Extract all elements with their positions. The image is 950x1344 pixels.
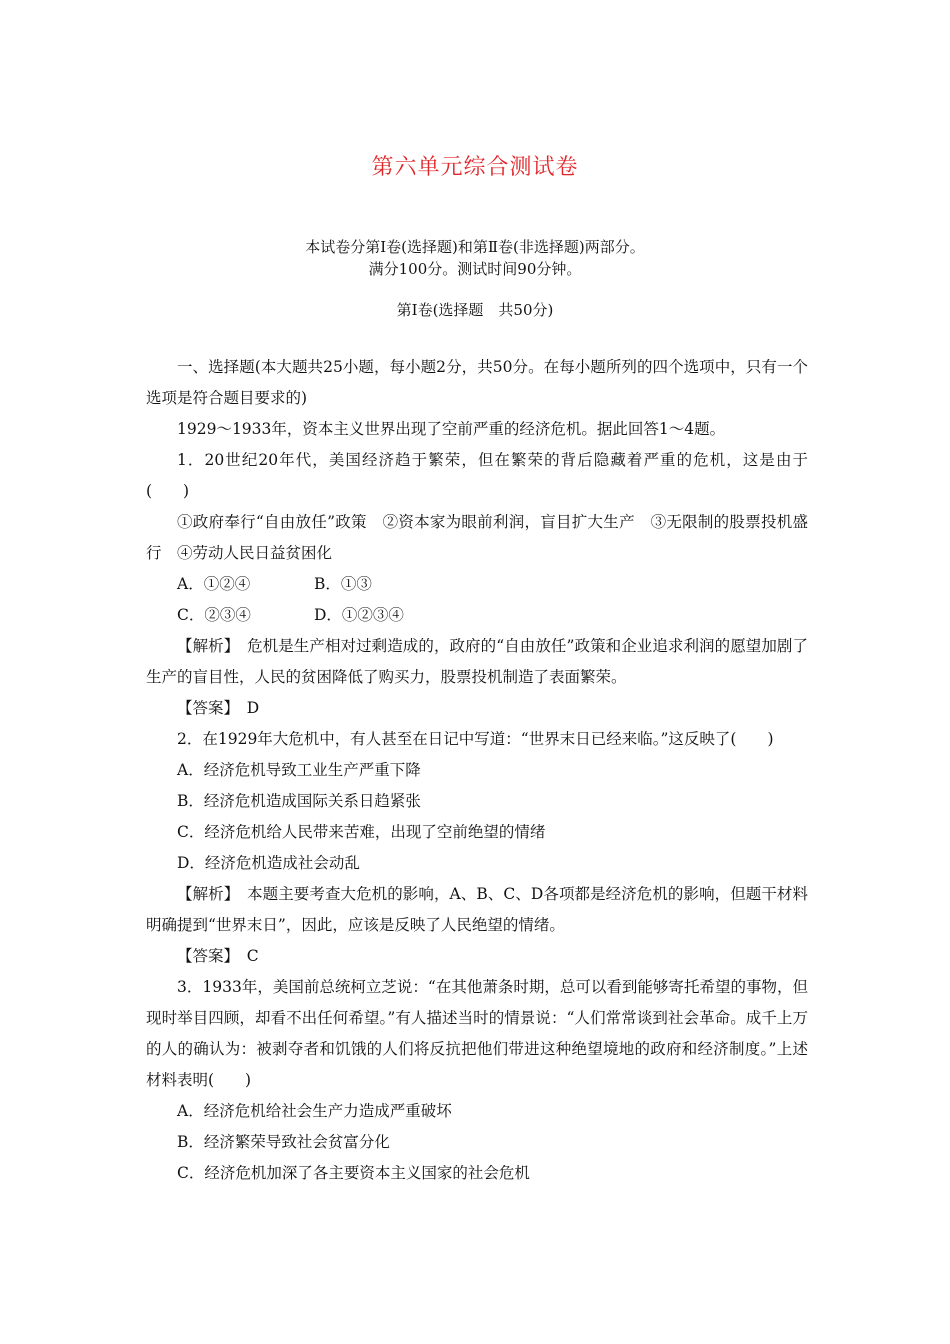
- q1-items: ①政府奉行“自由放任”政策 ②资本家为眼前利润，盲目扩大生产 ③无限制的股票投机盛行 ④劳动人民日益贫困化: [146, 513, 808, 562]
- intro-line-2: 满分100分。测试时间90分钟。: [368, 260, 582, 278]
- q2-option-d: D．经济危机造成社会动乱: [177, 854, 360, 872]
- q1-stem: 1．20世纪20年代，美国经济趋于繁荣，但在繁荣的背后隐藏着严重的危机，这是由于( ): [146, 451, 808, 500]
- q2-stem: 2．在1929年大危机中，有人甚至在日记中写道：“世界末日已经来临。”这反映了( ): [177, 730, 774, 748]
- q1-answer-label: 【答案】: [177, 699, 232, 717]
- question-context: 1929～1933年，资本主义世界出现了空前严重的经济危机。据此回答1～4题。: [177, 420, 726, 438]
- q1-analysis: [146, 631, 808, 693]
- q3-option-b: B．经济繁荣导致社会贫富分化: [177, 1133, 390, 1151]
- section-heading: 第Ⅰ卷(选择题 共50分): [396, 301, 554, 319]
- q1-option-d: D．①②③④: [314, 606, 404, 624]
- q2-option-c: C．经济危机给人民带来苦难，出现了空前绝望的情绪: [177, 823, 546, 841]
- q3-option-c: C．经济危机加深了各主要资本主义国家的社会危机: [177, 1164, 530, 1182]
- q1-answer: [146, 693, 808, 724]
- intro-line-1: 本试卷分第Ⅰ卷(选择题)和第Ⅱ卷(非选择题)两部分。: [305, 238, 645, 256]
- q1-answer-value: D: [231, 699, 260, 717]
- q2-answer-label: 【答案】: [177, 947, 232, 965]
- q2-answer-value: C: [231, 947, 259, 965]
- q1-option-a: A．①②④: [177, 575, 251, 593]
- questions-body: [146, 352, 808, 1189]
- exam-intro: [0, 236, 950, 280]
- q1-option-b: B．①③: [314, 575, 372, 593]
- q2-option-b: B．经济危机造成国际关系日趋紧张: [177, 792, 421, 810]
- part-instruction: 一、选择题(本大题共25小题，每小题2分，共50分。在每小题所列的四个选项中，只有一个选项是符合题目要求的): [146, 358, 808, 407]
- q1-analysis-label: 【解析】: [177, 637, 232, 655]
- q3-stem: 3．1933年，美国前总统柯立芝说：“在其他萧条时期，总可以看到能够寄托希望的事物，但现时举目四顾，却看不出任何希望。”有人描述当时的情景说：“人们常常谈到社会革命。成千上万的人的确认为：被剥夺者和饥饿的人们将反抗把他们带进这种绝望境地的政府和经济制度。”上述材料表明( ): [146, 978, 808, 1089]
- q2-analysis-label: 【解析】: [177, 885, 232, 903]
- q2-analysis: [146, 879, 808, 941]
- q2-option-a: A．经济危机导致工业生产严重下降: [177, 761, 421, 779]
- q1-analysis-text: 危机是生产相对过剩造成的，政府的“自由放任”政策和企业追求利润的愿望加剧了生产的盲目性，人民的贫困降低了购买力，股票投机制造了表面繁荣。: [146, 637, 808, 686]
- q1-options-row-2: [146, 600, 808, 631]
- q2-analysis-text: 本题主要考查大危机的影响，A、B、C、D各项都是经济危机的影响，但题干材料明确提到“世界末日”，因此，应该是反映了人民绝望的情绪。: [146, 885, 808, 934]
- q1-option-c: C．②③④: [177, 606, 251, 624]
- q2-answer: [146, 941, 808, 972]
- q1-options-row-1: [146, 569, 808, 600]
- q3-option-a: A．经济危机给社会生产力造成严重破坏: [177, 1102, 452, 1120]
- page-title: 第六单元综合测试卷: [371, 155, 579, 180]
